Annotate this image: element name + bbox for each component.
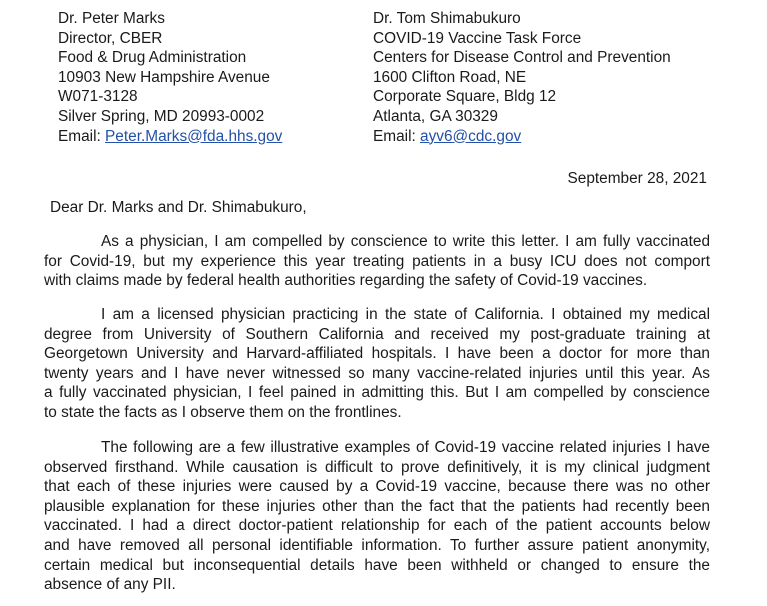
recipient-city: Silver Spring, MD 20993-0002 — [58, 107, 265, 125]
recipient-address-left — [58, 9, 282, 146]
text-line: degree from University of Southern California and received my post-graduate training at — [44, 325, 710, 343]
letter-date: September 28, 2021 — [567, 170, 707, 187]
recipient-name: Dr. Peter Marks — [58, 10, 165, 27]
text-line: As a physician, I am compelled by conscience to write this letter. I am fully vaccinated — [101, 233, 710, 250]
email-link[interactable]: Peter.Marks@fda.hhs.gov — [105, 127, 283, 145]
paragraph-2 — [44, 305, 710, 423]
text-line: with claims made by federal health authorities regarding the safety of Covid-19 vaccines. — [44, 272, 648, 290]
text-line: twenty years and I have never witnessed so many vaccine-related injuries until this year. As — [44, 364, 710, 382]
recipient-building: Corporate Square, Bldg 12 — [373, 88, 557, 106]
recipient-email-line — [58, 127, 282, 147]
text-line: that each of these injuries were caused by a Covid-19 vaccine, because there was no other — [44, 478, 710, 496]
recipient-title: Director, CBER — [58, 29, 163, 47]
recipient-org: Centers for Disease Control and Prevention — [373, 49, 671, 67]
text-line: vaccinated. I had a direct doctor-patient relationship for each of the patient accounts below — [44, 517, 710, 535]
recipient-city: Atlanta, GA 30329 — [373, 107, 498, 125]
text-line: to state the facts as I observe them on the frontlines. — [44, 403, 402, 421]
recipient-email-line — [373, 127, 671, 147]
text-line: observed firsthand. While causation is difficult to prove definitively, it is my clinical judgment — [44, 458, 710, 476]
text-line: I am a licensed physician practicing in the state of California. I obtained my medical — [101, 306, 710, 323]
paragraph-1 — [44, 232, 710, 291]
recipient-title: COVID-19 Vaccine Task Force — [373, 29, 582, 47]
paragraph-3 — [44, 438, 710, 595]
email-label: Email: — [373, 127, 421, 145]
salutation: Dear Dr. Marks and Dr. Shimabukuro, — [50, 199, 307, 216]
text-line: The following are a few illustrative examples of Covid-19 vaccine related injuries I have — [101, 439, 710, 456]
email-label: Email: — [58, 127, 106, 145]
text-line: for Covid-19, but my experience this year treating patients in a busy ICU does not comport — [44, 252, 710, 270]
text-line: absence of any PII. — [44, 576, 176, 594]
recipient-street: 1600 Clifton Road, NE — [373, 68, 527, 86]
recipient-org: Food & Drug Administration — [58, 49, 247, 67]
text-line: Georgetown University and Harvard-affiliated hospitals. I have been a doctor for more than — [44, 345, 710, 363]
recipient-street: 10903 New Hampshire Avenue — [58, 68, 270, 86]
email-link[interactable]: ayv6@cdc.gov — [420, 127, 522, 145]
text-line: certain medical but inconsequential details have been withheld or changed to ensure the — [44, 556, 710, 574]
text-line: a fully vaccinated physician, I feel pained in admitting this. But I am compelled by conscience — [44, 384, 710, 402]
text-line: and have removed all personal identifiable information. To further assure patient anonymity, — [44, 536, 710, 554]
recipient-room: W071-3128 — [58, 88, 138, 106]
text-line: plausible explanation for these injuries other than the fact that the patients had recently been — [44, 497, 710, 515]
recipient-name: Dr. Tom Shimabukuro — [373, 10, 521, 27]
recipient-address-right — [373, 9, 671, 146]
